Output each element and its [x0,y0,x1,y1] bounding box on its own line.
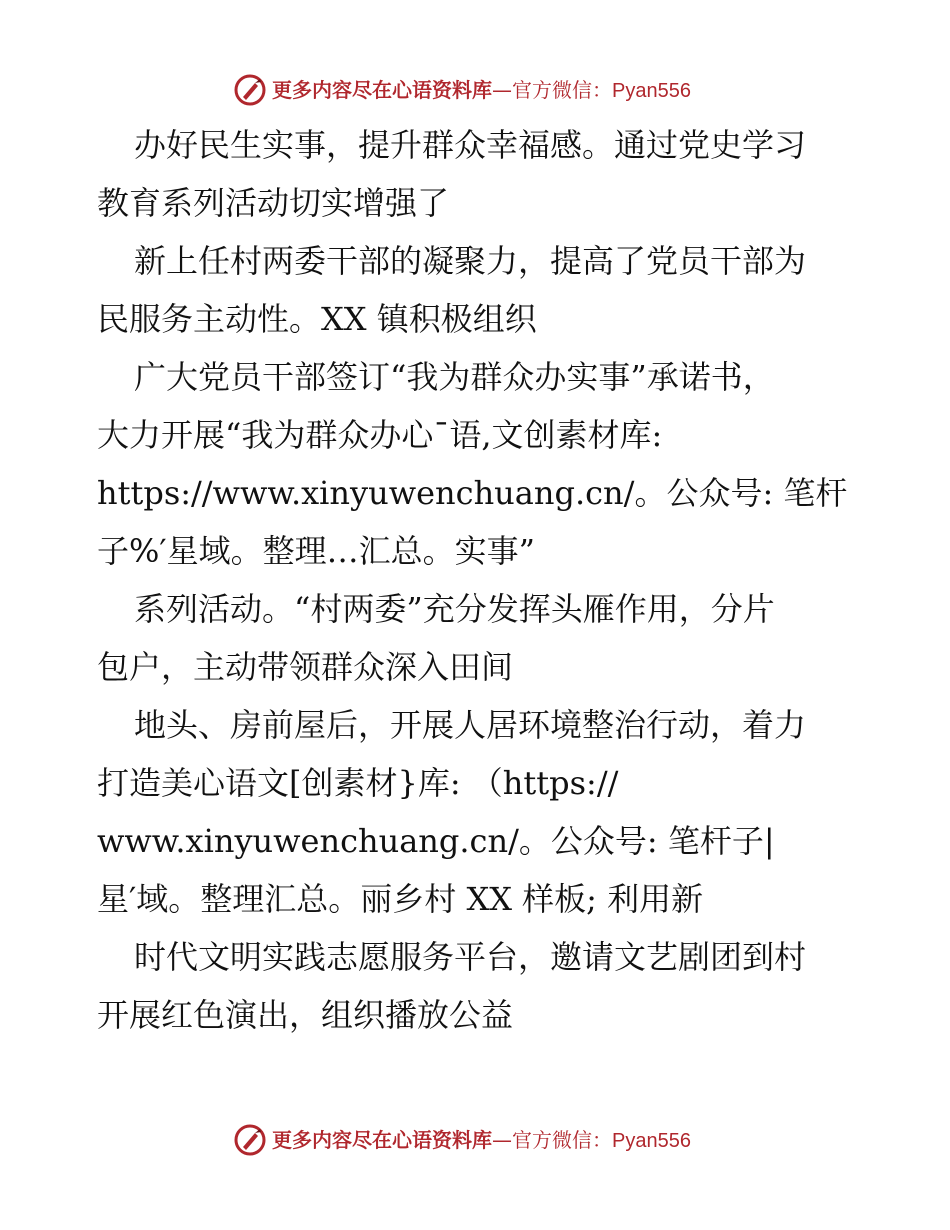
text-line: 打造美心语文[创素材}库: （https:// [97,764,619,802]
text-line: 系列活动。“村两委”充分发挥头雁作用，分片 [134,590,775,628]
text-line: 地头、房前屋后，开展人居环境整治行动，着力 [134,706,807,744]
footer-wechat-label: 官方微信： [512,1128,612,1152]
text-line: 子%′星域。整理…汇总。实事” [97,532,536,570]
pen-logo-icon [233,1123,267,1157]
text-line: 开展红色演出，组织播放公益 [97,996,514,1034]
text-line: 教育系列活动切实增强了 [97,184,450,222]
footer-text [272,1126,691,1154]
text-line: 时代文明实践志愿服务平台，邀请文艺剧团到村 [134,938,807,976]
text-line: https://www.xinyuwenchuang.cn/。公众号: 笔杆 [97,474,848,512]
header-wechat-label: 官方微信： [512,78,612,102]
footer-separator: — [492,1128,512,1152]
text-line: www.xinyuwenchuang.cn/。公众号: 笔杆子| [97,822,775,860]
text-line: 办好民生实事，提升群众幸福感。通过党史学习 [134,126,807,164]
text-line: 民服务主动性。XX 镇积极组织 [97,300,537,338]
header-banner [0,70,950,110]
header-text [272,76,691,104]
footer-banner [0,1120,950,1160]
text-line: 包户，主动带领群众深入田间 [97,648,514,686]
text-line: 星′域。整理汇总。丽乡村 XX 样板; 利用新 [97,880,704,918]
text-line: 广大党员干部签订“我为群众办实事”承诺书， [134,358,775,396]
footer-main-text: 更多内容尽在心语资料库 [272,1128,492,1152]
footer-wechat-id: Pyan556 [612,1130,691,1152]
header-wechat-id: Pyan556 [612,80,691,102]
pen-logo-icon [233,73,267,107]
text-line: 大力开展“我为群众办心¯语,文创素材库: [97,416,663,454]
text-line: 新上任村两委干部的凝聚力，提高了党员干部为 [134,242,807,280]
header-separator: — [492,78,512,102]
header-main-text: 更多内容尽在心语资料库 [272,78,492,102]
